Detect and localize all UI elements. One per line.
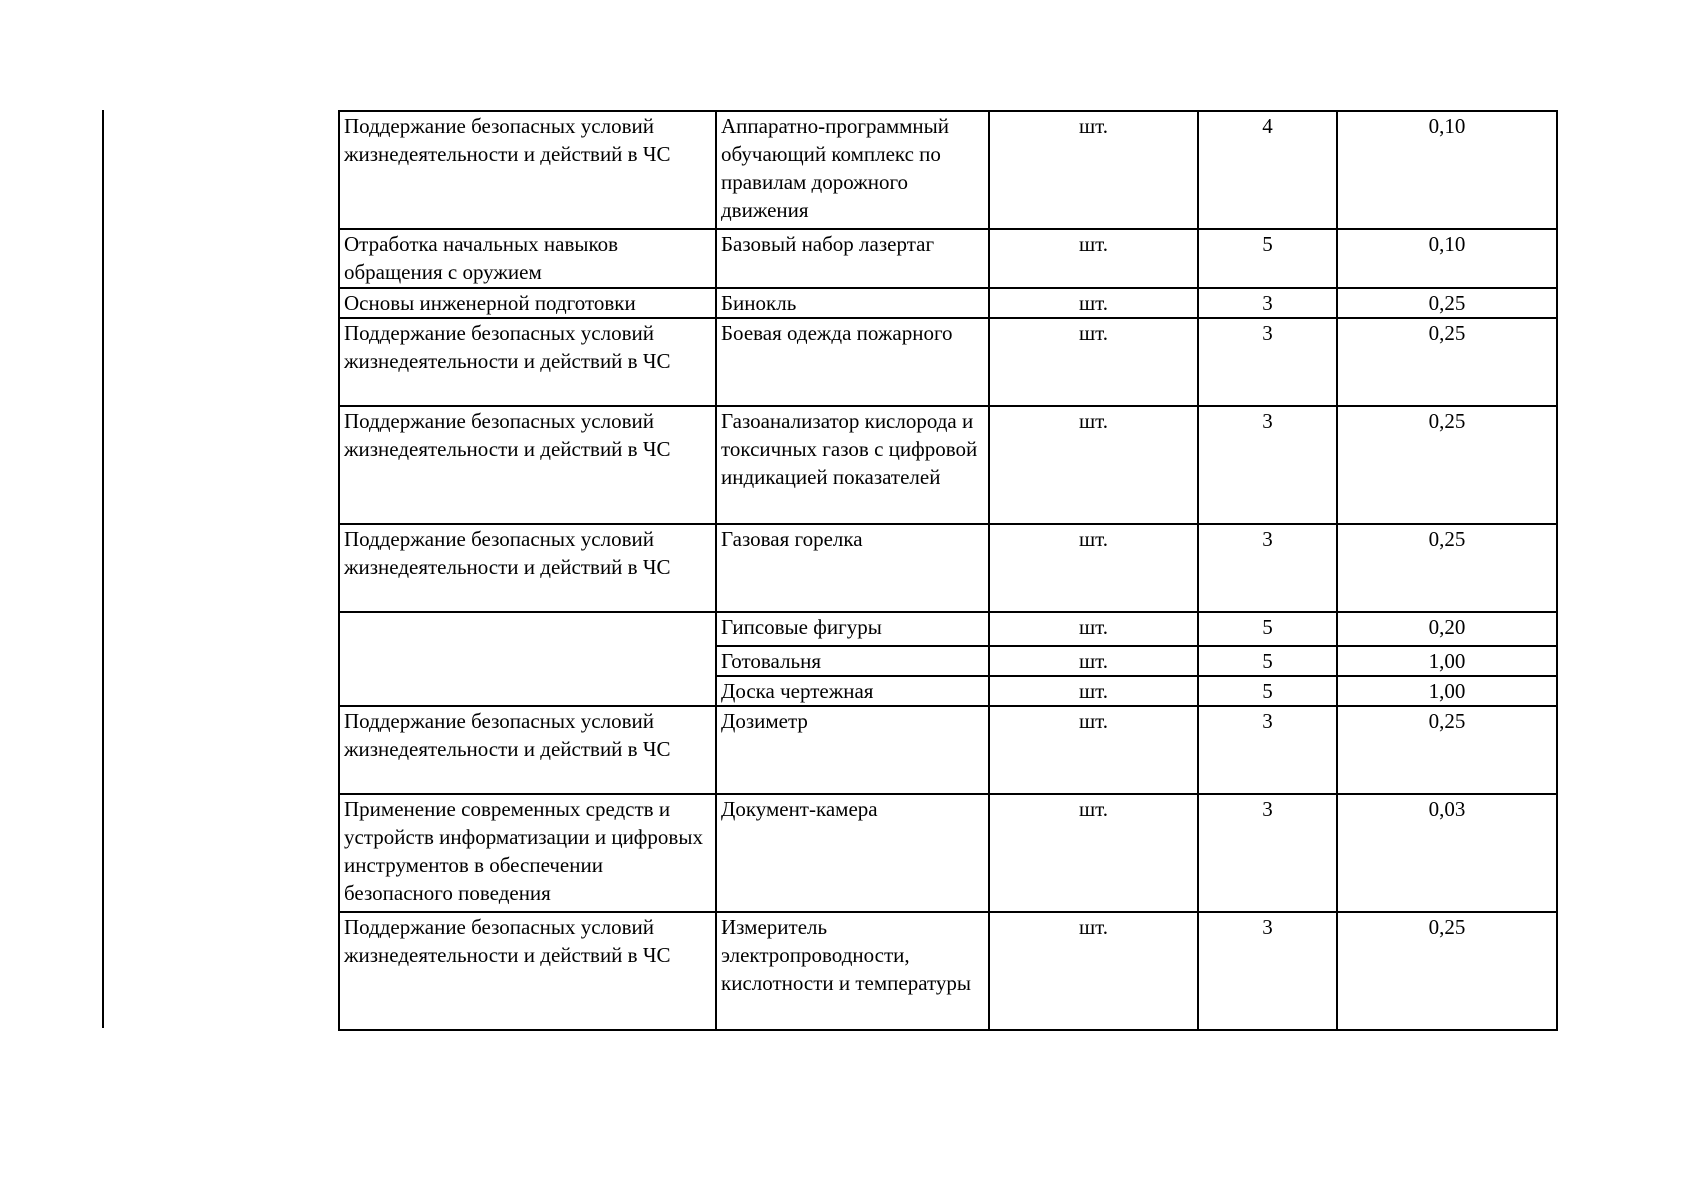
unit-cell: шт. bbox=[989, 612, 1198, 646]
table-row bbox=[339, 318, 1557, 406]
qty-cell: 4 bbox=[1198, 111, 1337, 229]
unit-cell: шт. bbox=[989, 406, 1198, 524]
item-cell: Документ-камера bbox=[716, 794, 989, 912]
qty-cell: 3 bbox=[1198, 406, 1337, 524]
item-cell: Боевая одежда пожарного bbox=[716, 318, 989, 406]
subject-cell: Отработка начальных навыков обращения с оружием bbox=[339, 229, 716, 288]
subject-cell: Применение современных средств и устройств информатизации и цифровых инструментов в обеспечении безопасного поведения bbox=[339, 794, 716, 912]
item-cell: Доска чертежная bbox=[716, 676, 989, 706]
unit-cell: шт. bbox=[989, 912, 1198, 1030]
item-cell: Гипсовые фигуры bbox=[716, 612, 989, 646]
left-margin-rule bbox=[102, 110, 104, 1028]
qty-cell: 5 bbox=[1198, 676, 1337, 706]
ratio-cell: 0,25 bbox=[1337, 912, 1557, 1030]
item-cell: Газоанализатор кислорода и токсичных газов с цифровой индикацией показателей bbox=[716, 406, 989, 524]
subject-cell: Поддержание безопасных условий жизнедеятельности и действий в ЧС bbox=[339, 406, 716, 524]
subject-cell: Поддержание безопасных условий жизнедеятельности и действий в ЧС bbox=[339, 111, 716, 229]
qty-cell: 3 bbox=[1198, 524, 1337, 612]
unit-cell: шт. bbox=[989, 288, 1198, 318]
ratio-cell: 0,10 bbox=[1337, 229, 1557, 288]
table-row bbox=[339, 612, 1557, 646]
ratio-cell: 0,10 bbox=[1337, 111, 1557, 229]
qty-cell: 3 bbox=[1198, 318, 1337, 406]
equipment-table bbox=[338, 110, 1558, 1031]
unit-cell: шт. bbox=[989, 524, 1198, 612]
unit-cell: шт. bbox=[989, 111, 1198, 229]
subject-cell: Основы инженерной подготовки bbox=[339, 288, 716, 318]
item-cell: Базовый набор лазертаг bbox=[716, 229, 989, 288]
qty-cell: 3 bbox=[1198, 288, 1337, 318]
table-row bbox=[339, 111, 1557, 229]
item-cell: Дозиметр bbox=[716, 706, 989, 794]
ratio-cell: 0,25 bbox=[1337, 524, 1557, 612]
table-row bbox=[339, 706, 1557, 794]
item-cell: Бинокль bbox=[716, 288, 989, 318]
qty-cell: 3 bbox=[1198, 912, 1337, 1030]
table-row bbox=[339, 912, 1557, 1030]
ratio-cell: 0,25 bbox=[1337, 288, 1557, 318]
unit-cell: шт. bbox=[989, 706, 1198, 794]
table-row bbox=[339, 229, 1557, 288]
ratio-cell: 0,25 bbox=[1337, 706, 1557, 794]
ratio-cell: 0,25 bbox=[1337, 318, 1557, 406]
subject-cell: Поддержание безопасных условий жизнедеятельности и действий в ЧС bbox=[339, 524, 716, 612]
table-row bbox=[339, 406, 1557, 524]
unit-cell: шт. bbox=[989, 318, 1198, 406]
ratio-cell: 0,20 bbox=[1337, 612, 1557, 646]
ratio-cell: 0,25 bbox=[1337, 406, 1557, 524]
unit-cell: шт. bbox=[989, 229, 1198, 288]
item-cell: Готовальня bbox=[716, 646, 989, 676]
item-cell: Аппаратно-программный обучающий комплекс по правилам дорожного движения bbox=[716, 111, 989, 229]
subject-cell: Поддержание безопасных условий жизнедеятельности и действий в ЧС bbox=[339, 912, 716, 1030]
subject-cell: Поддержание безопасных условий жизнедеятельности и действий в ЧС bbox=[339, 706, 716, 794]
subject-cell bbox=[339, 612, 716, 706]
qty-cell: 3 bbox=[1198, 794, 1337, 912]
qty-cell: 5 bbox=[1198, 612, 1337, 646]
unit-cell: шт. bbox=[989, 794, 1198, 912]
qty-cell: 5 bbox=[1198, 229, 1337, 288]
ratio-cell: 1,00 bbox=[1337, 646, 1557, 676]
item-cell: Газовая горелка bbox=[716, 524, 989, 612]
table-row bbox=[339, 524, 1557, 612]
ratio-cell: 1,00 bbox=[1337, 676, 1557, 706]
qty-cell: 3 bbox=[1198, 706, 1337, 794]
table-row bbox=[339, 794, 1557, 912]
table-row bbox=[339, 288, 1557, 318]
ratio-cell: 0,03 bbox=[1337, 794, 1557, 912]
unit-cell: шт. bbox=[989, 646, 1198, 676]
subject-cell: Поддержание безопасных условий жизнедеятельности и действий в ЧС bbox=[339, 318, 716, 406]
item-cell: Измеритель электропроводности, кислотности и температуры bbox=[716, 912, 989, 1030]
unit-cell: шт. bbox=[989, 676, 1198, 706]
qty-cell: 5 bbox=[1198, 646, 1337, 676]
